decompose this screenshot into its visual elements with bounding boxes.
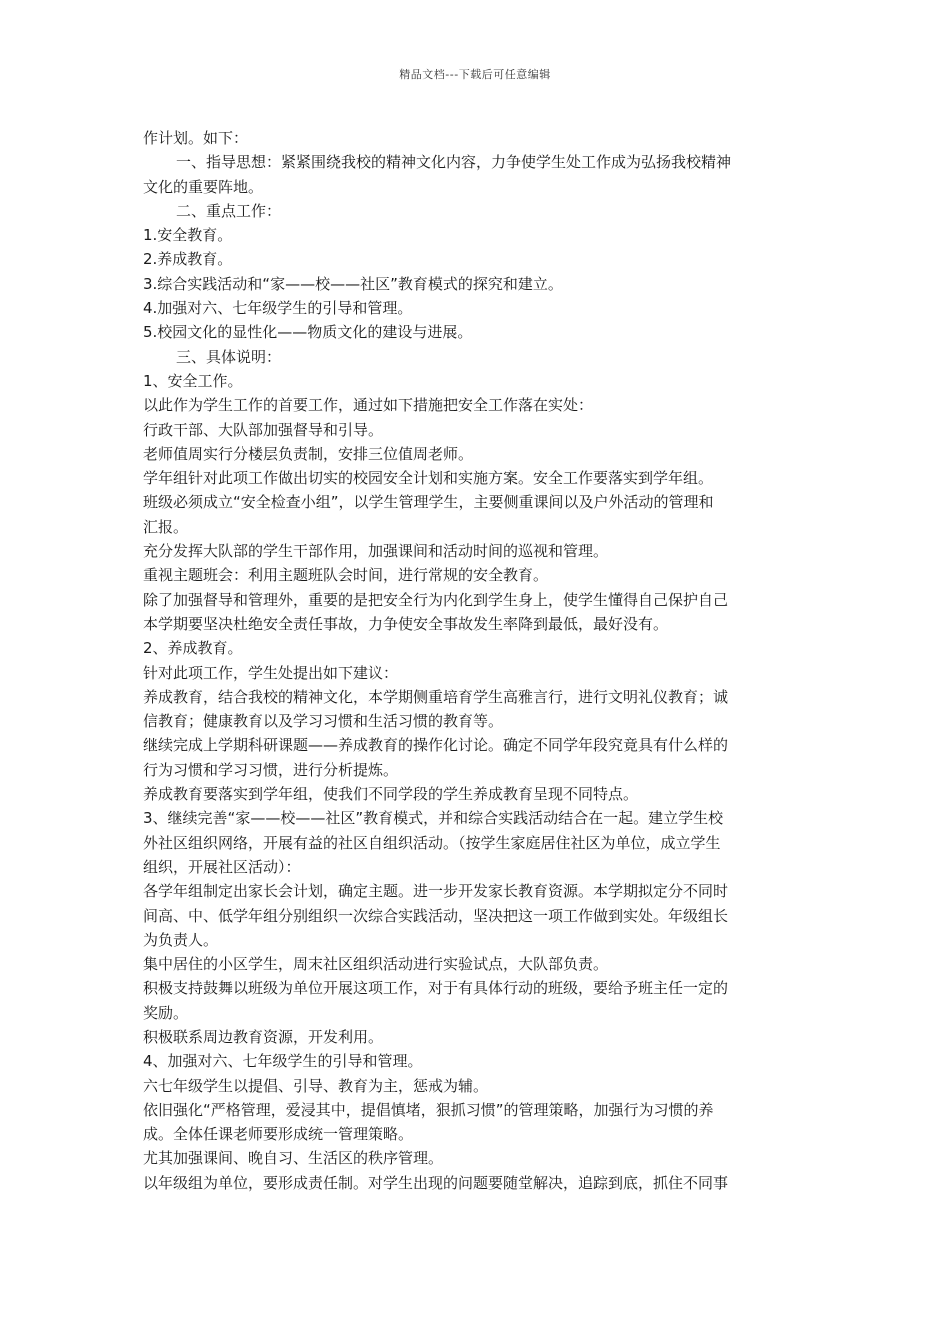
text-line: 2.养成教育。 — [143, 250, 233, 269]
text-line: 本学期要坚决杜绝安全责任事故，力争使安全事故发生率降到最低，最好没有。 — [143, 614, 669, 633]
text-line: 3.综合实践活动和“家——校——社区”教育模式的探究和建立。 — [143, 274, 563, 293]
text-line: 三、具体说明： — [176, 347, 282, 366]
text-line: 重视主题班会：利用主题班队会时间，进行常规的安全教育。 — [143, 566, 549, 585]
text-line: 1、安全工作。 — [143, 371, 243, 390]
text-line: 针对此项工作，学生处提出如下建议： — [143, 663, 399, 682]
text-line: 养成教育，结合我校的精神文化，本学期侧重培育学生高雅言行，进行文明礼仪教育；诚 — [143, 687, 729, 706]
text-line: 4.加强对六、七年级学生的引导和管理。 — [143, 299, 413, 318]
text-line: 作计划。如下： — [143, 129, 249, 147]
text-line: 集中居住的小区学生，周末社区组织活动进行实验试点，大队部负责。 — [143, 955, 609, 974]
text-line: 文化的重要阵地。 — [143, 177, 264, 196]
text-line: 3、继续完善“家——校——社区”教育模式，并和综合实践活动结合在一起。建立学生校 — [143, 809, 724, 828]
text-line: 外社区组织网络，开展有益的社区自组织活动。（按学生家庭居住社区为单位，成立学生 — [143, 833, 721, 852]
text-line: 5.校园文化的显性化——物质文化的建设与进展。 — [143, 323, 473, 342]
text-line: 二、重点工作： — [176, 201, 282, 220]
text-line: 以年级组为单位，要形成责任制。对学生出现的问题要随堂解决，追踪到底，抓住不同事 — [143, 1173, 729, 1192]
text-line: 积极联系周边教育资源，开发利用。 — [143, 1027, 384, 1046]
page-header: 精品文档---下载后可任意编辑 — [399, 68, 551, 81]
text-line: 以此作为学生工作的首要工作，通过如下措施把安全工作落在实处： — [143, 396, 594, 415]
text-line: 六七年级学生以提倡、引导、教育为主，惩戒为辅。 — [143, 1076, 489, 1095]
document-body — [143, 126, 808, 1195]
text-line: 积极支持鼓舞以班级为单位开展这项工作，对于有具体行动的班级，要给予班主任一定的 — [143, 979, 729, 998]
text-line: 2、养成教育。 — [143, 639, 243, 658]
text-line: 1.安全教育。 — [143, 226, 233, 245]
text-line: 除了加强督导和管理外，重要的是把安全行为内化到学生身上，使学生懂得自己保护自己 — [143, 590, 729, 609]
text-line: 间高、中、低学年组分别组织一次综合实践活动，坚决把这一项工作做到实处。年级组长 — [143, 906, 729, 925]
text-line: 汇报。 — [143, 517, 189, 536]
text-line: 奖励。 — [143, 1003, 189, 1022]
text-line: 为负责人。 — [143, 930, 219, 949]
text-line: 成。全体任课老师要形成统一管理策略。 — [143, 1125, 414, 1144]
text-line: 充分发挥大队部的学生干部作用，加强课间和活动时间的巡视和管理。 — [143, 542, 609, 561]
text-line: 信教育；健康教育以及学习习惯和生活习惯的教育等。 — [143, 712, 504, 731]
text-line: 班级必须成立“安全检查小组”，以学生管理学生，主要侧重课间以及户外活动的管理和 — [143, 493, 714, 512]
text-line: 一、指导思想：紧紧围绕我校的精神文化内容，力争使学生处工作成为弘扬我校精神 — [176, 153, 732, 172]
text-line: 各学年组制定出家长会计划，确定主题。进一步开发家长教育资源。本学期拟定分不同时 — [143, 882, 729, 901]
text-line: 依旧强化“严格管理，爱浸其中，提倡慎堵，狠抓习惯”的管理策略，加强行为习惯的养 — [143, 1100, 714, 1119]
text-line: 继续完成上学期科研课题——养成教育的操作化讨论。确定不同学年段究竟具有什么样的 — [143, 736, 729, 755]
text-line: 组织，开展社区活动）： — [143, 857, 301, 876]
text-line: 养成教育要落实到学年组，使我们不同学段的学生养成教育呈现不同特点。 — [143, 785, 639, 804]
text-line: 老师值周实行分楼层负责制，安排三位值周老师。 — [143, 444, 474, 463]
text-line: 行为习惯和学习习惯，进行分析提炼。 — [143, 760, 399, 779]
text-line: 行政干部、大队部加强督导和引导。 — [143, 420, 384, 439]
text-line: 尤其加强课间、晚自习、生活区的秩序管理。 — [143, 1149, 444, 1168]
text-line: 4、加强对六、七年级学生的引导和管理。 — [143, 1052, 423, 1071]
text-line: 学年组针对此项工作做出切实的校园安全计划和实施方案。安全工作要落实到学年组。 — [143, 469, 714, 488]
